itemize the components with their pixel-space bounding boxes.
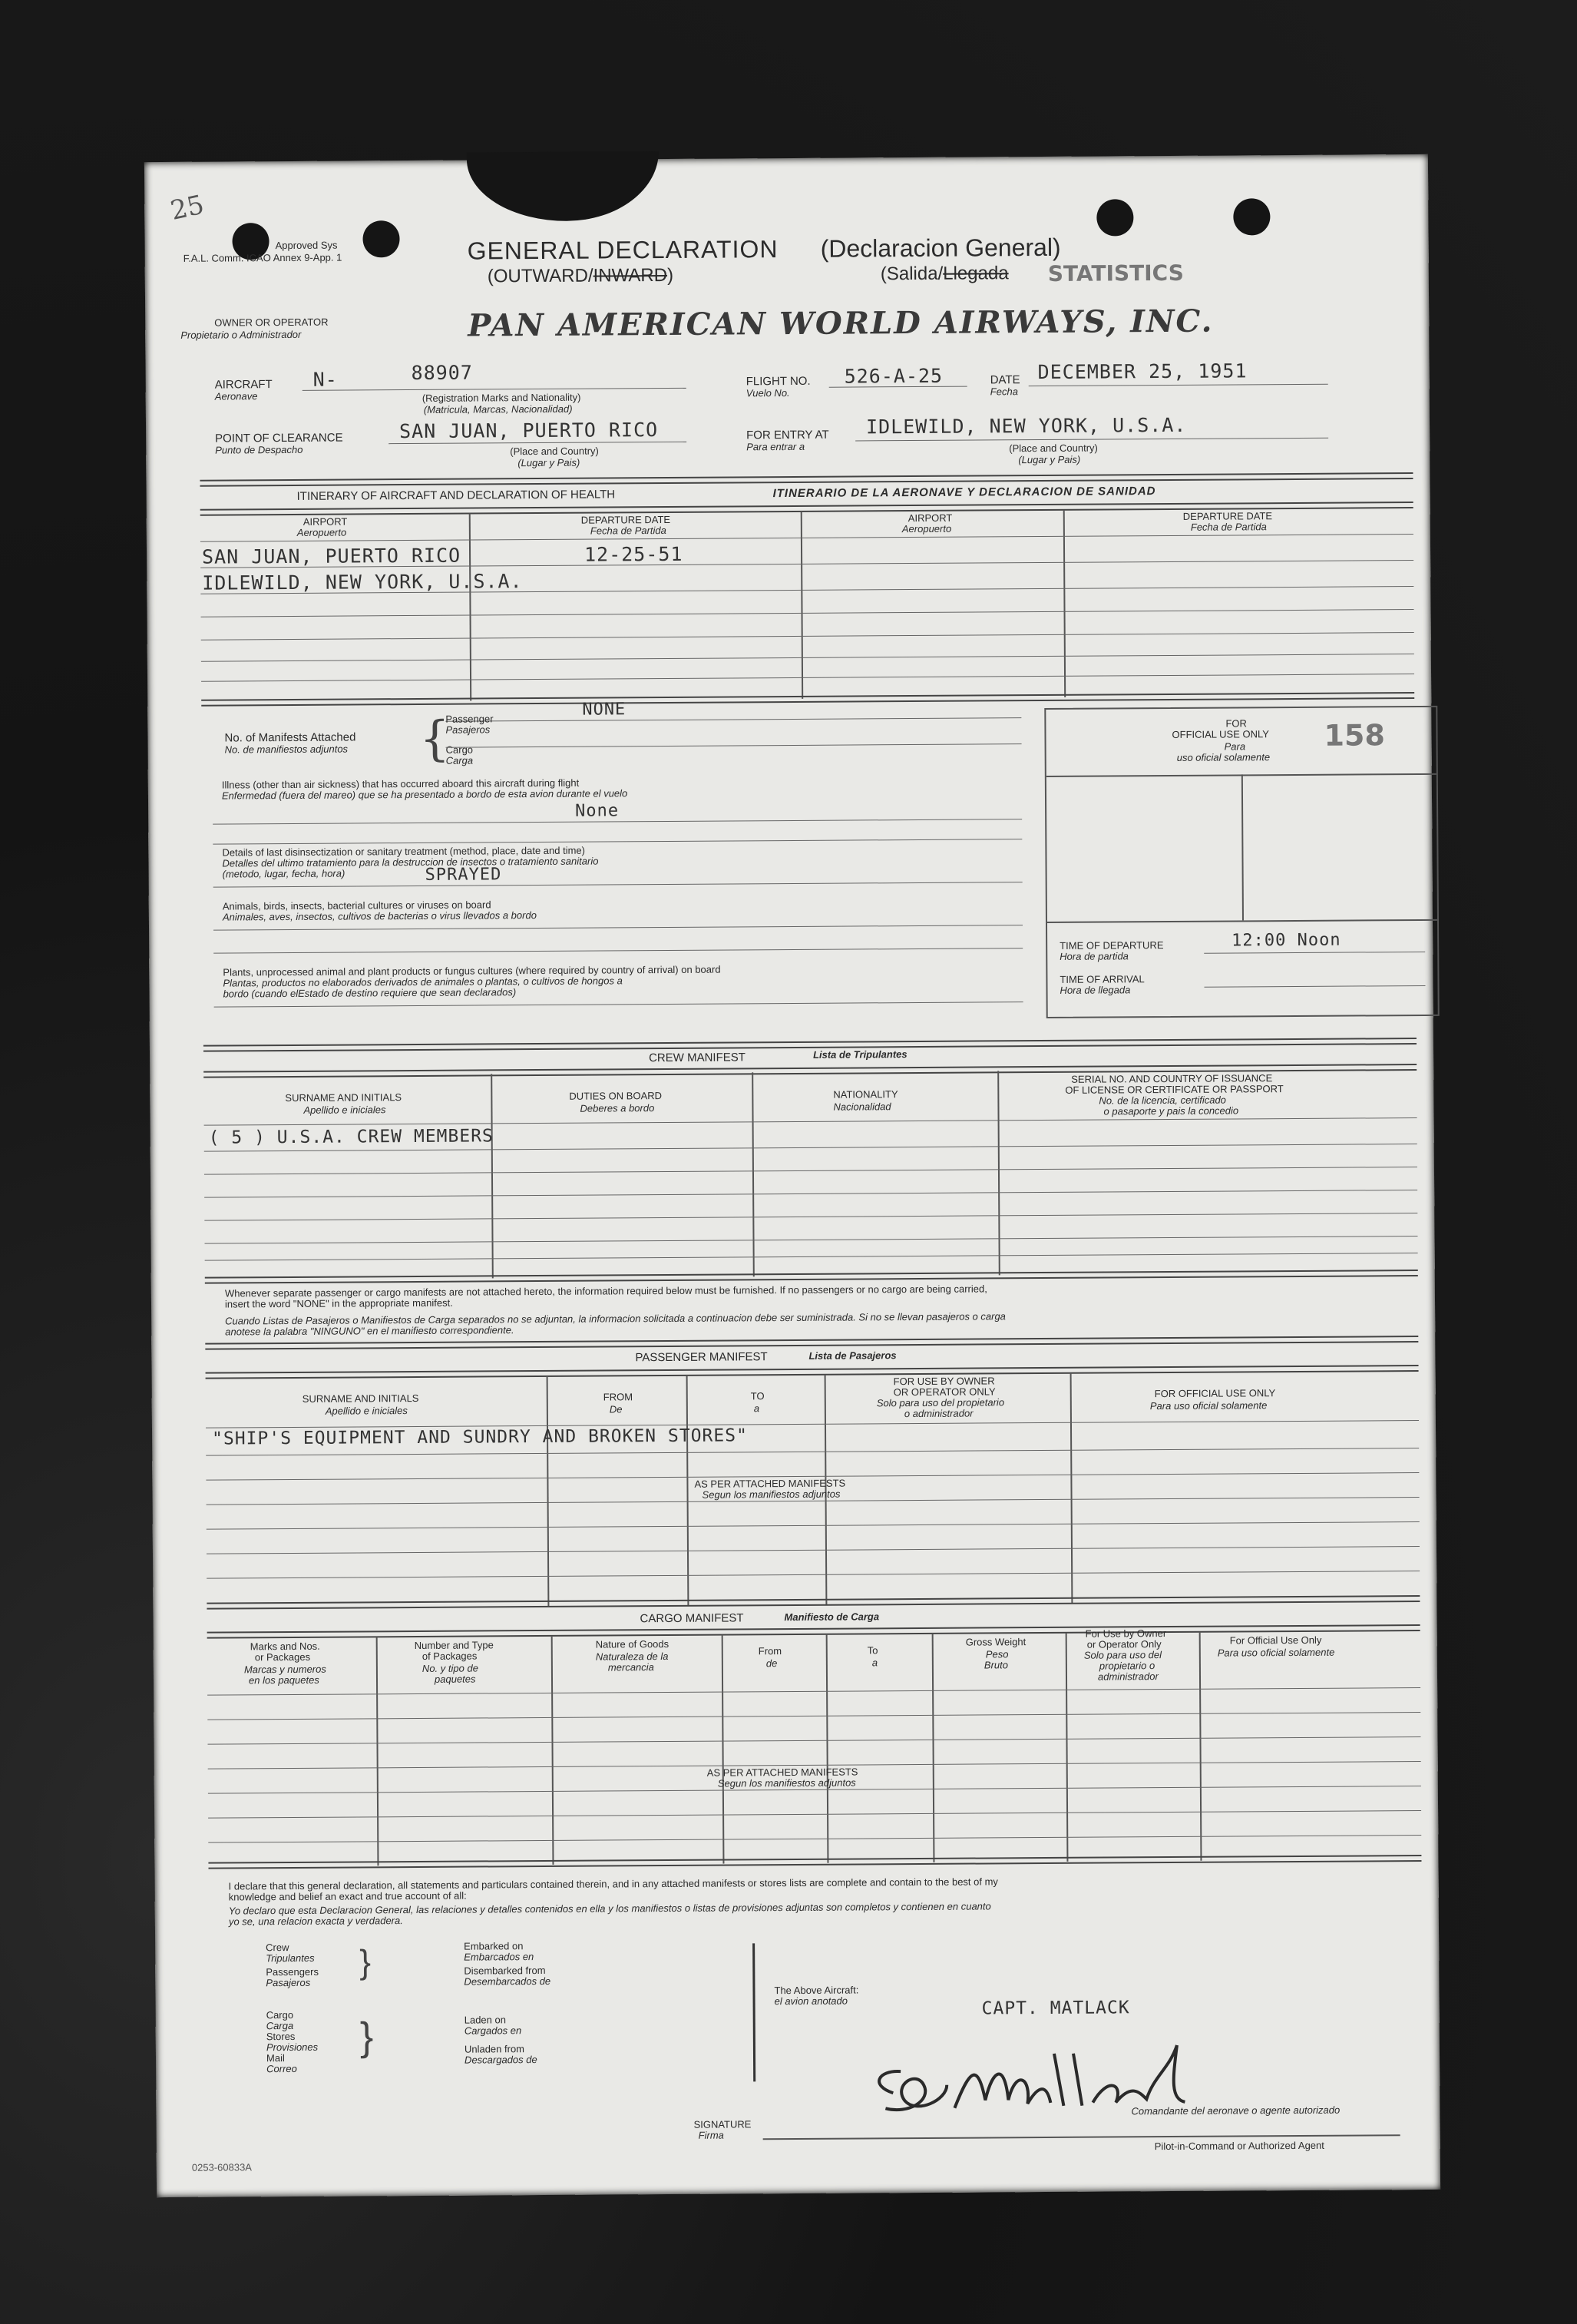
cargo-col6: Gross Weight	[965, 1636, 1027, 1648]
cargo-col5-es: a	[871, 1657, 878, 1669]
decl-laden: Laden on	[464, 2014, 506, 2026]
decl-embarked: Embarked on	[464, 1940, 524, 1952]
entry-label: FOR ENTRY AT	[746, 428, 829, 442]
illness-label: Illness (other than air sickness) that has occurred aboard this aircraft during flight	[221, 776, 580, 791]
declaration-line2: knowledge and belief an exact and true account of all:	[228, 1889, 467, 1903]
cargo-col3-es2: mercancia	[607, 1661, 654, 1673]
signature-label: SIGNATURE	[693, 2118, 752, 2130]
disinsect-label: Details of last disinsectization or sanitary treatment (method, place, date and time)	[222, 844, 586, 859]
notice-line4: anotese la palabra "NINGUNO" en el manifiesto correspondiente.	[225, 1324, 514, 1338]
punch-hole	[1233, 198, 1270, 235]
manifests-label: No. of Manifests Attached	[224, 730, 356, 745]
general-declaration-form: 25 Approved Sys F.A.L. Comm. ICAO Annex 9-App. 1 GENERAL DECLARATION (Declaracion General) (OUTWARD/INWARD) (Salida/Llegada STATISTICS OWNER OR OPERATOR Propietario o Administrador PAN AMERICAN WORLD AIRWAYS, INC. AIRCRAFT Aeronave N- 88907 (Registration Marks and Nationality) (Matricula, Marcas, Nacionalidad) FLIGHT NO. Vuelo No. 526-A-25 DATE Fecha DECEMBER 25, 1951 POINT OF CLEARANCE Punto de Despacho SAN JUAN, PUERTO RICO (Place and Country) (Lugar y Pais) FOR ENTRY AT Para entrar a IDLEWILD, NEW YORK, U.S.A. (Place and Country) (Lugar y Pais) ITINERARY OF AIRCRAFT AND DECLARATION OF HEALTH ITINERARIO DE LA AERONAVE Y DECLARACION DE SANIDAD AIRPORT Aeropuerto DEPARTURE DATE Fecha de Partida AIRPORT Aeropuerto DEPARTURE DATE Fecha de Partida SAN JUAN, PUERTO RICO 12-25-51 IDLEWILD, NEW YORK, U.S.A. NONE No. of Manifests Attached No. de manifiestos adjuntos { Passenger Pasajeros Cargo Carga Illness (other than air sickness) that has occurred aboard this aircraft during flight Enfermedad (fuera del mareo) que se ha presentado a bordo de esta avion durante el vuelo None Details of last disinsectization or sanitary treatment (method, place, date and time) Detalles del ultimo tratamiento para la destruccion de insectos o tratamiento sanitario (metodo, lugar, fecha, hora) SPRAYED Animals, birds, insects, bacterial cultures or viruses on board Animales, aves, insectos, cultivos de bacterias o virus llevados a bordo Plants, unprocessed animal and plant products or fungus cultures (where required by country of arrival) on board Plantas, productos no elaborados derivados de animales o plantas, o cultivos de hongos a bordo (cuando elEstado de destino requiere que sean declarados) FOR OFFICIAL USE ONLY Para uso oficial solamente 158 TIME OF DEPARTURE Hora de partida 12:00 Noon TIME OF ARRIVAL Hora de llegada CREW MANIFEST Lista de Tripulantes SURNAME AND INITIALS Apellido e iniciales DUTIES ON BOARD Deberes a bordo NATIONALITY Nacionalidad SERIAL NO. AND COUNTRY OF ISSUANCE OF LICENSE OR CERTIFICATE OR PASSPORT No. de la licencia, certificado o pasaporte y pais la concedio ( 5 ) U.S.A. CREW MEMBERS Whenever separate passenger or cargo manifests are not attached hereto, the information required below must be furnished. If no passengers or no cargo are being carried, insert the word "NONE" in the appropriate manifest. Cuando Listas de Pasajeros o Manifiestos de Carga separados no se adjuntan, la informacion solicitada a continuacion debe ser suministrada. Si no se llevan pasajeros o carga anotese la palabra "NINGUNO" en el manifiesto correspondiente. PASSENGER MANIFEST Lista de Pasajeros SURNAME AND INITIALS Apellido e iniciales FROM De TO a FOR USE BY OWNER OR OPERATOR ONLY Solo para uso del propietario o administrador FOR OFFICIAL USE ONLY Para uso oficial solamente "SHIP'S EQUIPMENT AND SUNDRY AND BROKEN STORES" AS PER ATTACHED MANIFESTS Segun los manifiestos adjuntos CARGO MANIFEST Manifiesto de Carga Marks and Nos. or Packages Marcas y numeros en los paquetes Number and Type of Packages No. y tipo de paquetes Nature of Goods Naturaleza de la mercancia From de To a Gross Weight Peso Bruto For Use by Owner or Operator Only Solo para uso del propietario o administrador For Official Use Only Para uso oficial solamente AS PER ATTACHED MANIFESTS Segun los manifiestos adjuntos I declare that this general declaration, all statements and particulars contained therein, and in any attached manifests or stores lists are complete and contain to the best of my knowledge and belief an exact and true account of all: Yo declaro que esta Declaracion General, las relaciones y detalles contenidos en ella y los manifiestos o listas de provisiones adjuntas son completos y contienen en cuanto yo se, una relacion exacta y verdadera. Crew Tripulantes Passengers Pasajeros } Embarked on Embarcados en Disembarked from Desembarcados de Cargo Carga Stores Provisiones Mail Correo } Laden on Cargados en Unladen from Descargados de The Above Aircraft: el avion anotado CAPT. MATLACK SIGNATURE Firma Comandante del aeronave o agente autorizado Pilot-in-Command or Authorized Agent 0253-60833A	[144, 154, 1440, 2197]
decl-pax: Passengers	[266, 1965, 319, 1978]
declaration-line3: Yo declaro que esta Declaracion General, las relaciones y detalles contenidos en ella y los manifiestos o listas de provisiones adjuntas son completos y contienen en cuanto	[228, 1900, 991, 1917]
decl-above-es: el avion anotado	[774, 1995, 848, 2008]
decl-disembarked: Disembarked from	[464, 1964, 546, 1977]
crew-col-duties: DUTIES ON BOARD	[569, 1090, 663, 1102]
crew-col-serial-es: No. de la licencia, certificado	[1099, 1094, 1226, 1107]
cargo-col6-es: Peso	[985, 1648, 1009, 1660]
entry-place-note-es: (Lugar y Pais)	[1018, 453, 1081, 466]
itin-col-date-es-2: Fecha de Partida	[1190, 521, 1267, 533]
cargo-col7b: or Operator Only	[1086, 1638, 1162, 1650]
pax-attached-es: Segun los manifiestos adjuntos	[702, 1488, 841, 1501]
illness-label-es: Enfermedad (fuera del mareo) que se ha presentado a bordo de esta avion durante el vuelo	[221, 787, 628, 802]
direction-es: (Salida/Llegada	[880, 263, 1009, 285]
pax-col-surname: SURNAME AND INITIALS	[302, 1392, 419, 1405]
decl-mail: Mail	[266, 2052, 285, 2064]
cargo-col2: Number and Type	[414, 1639, 494, 1652]
manifests-cargo: Cargo	[445, 743, 474, 756]
place-note: (Place and Country)	[510, 445, 599, 458]
flight-date: DECEMBER 25, 1951	[1037, 359, 1248, 384]
decl-embarked-es: Embarcados en	[464, 1951, 534, 1963]
departure-time: 12:00 Noon	[1232, 930, 1341, 951]
form-number: 0253-60833A	[191, 2161, 252, 2173]
entry-label-es: Para entrar a	[746, 440, 805, 453]
itin-col-airport-es: Aeropuerto	[296, 526, 347, 538]
disinsect-label-es2: (metodo, lugar, fecha, hora)	[222, 867, 345, 880]
decl-cargo-es: Carga	[266, 2019, 294, 2032]
arr-time-label: TIME OF ARRIVAL	[1060, 973, 1145, 985]
pax-col-owner-2: OR OPERATOR ONLY	[893, 1385, 996, 1399]
plants-label-es2: bordo (cuando elEstado de destino requiere que sean declarados)	[223, 986, 517, 1000]
punch-hole	[1096, 199, 1133, 236]
pax-col-to-es: a	[753, 1402, 760, 1415]
passenger-heading: PASSENGER MANIFEST	[635, 1350, 768, 1365]
crew-heading: CREW MANIFEST	[649, 1051, 746, 1065]
corner-mark: 25	[167, 189, 207, 227]
captain-name: CAPT. MATLACK	[981, 1998, 1130, 2019]
pax-col-official: FOR OFFICIAL USE ONLY	[1154, 1387, 1276, 1400]
decl-stores-es: Provisiones	[266, 2041, 319, 2054]
plants-label: Plants, unprocessed animal and plant products or fungus cultures (where required by country of arrival) on board	[223, 963, 721, 978]
cargo-col7-es: Solo para uso del	[1083, 1649, 1162, 1661]
flight-number: 526-A-25	[844, 364, 944, 388]
plants-label-es: Plantas, productos no elaborados derivados de animales o plantas, o cultivos de hongos a	[223, 975, 623, 989]
cargo-col4: From	[758, 1645, 782, 1657]
crew-row: ( 5 ) U.S.A. CREW MEMBERS	[208, 1126, 494, 1148]
cargo-col2-es: No. y tipo de	[422, 1662, 478, 1674]
cargo-attached: AS PER ATTACHED MANIFESTS	[706, 1766, 858, 1779]
clearance-label-es: Punto de Despacho	[215, 443, 303, 456]
form-title: GENERAL DECLARATION	[467, 235, 779, 265]
official-para: Para	[1224, 740, 1246, 753]
declaration-line4: yo se, una relacion exacta y verdadera.	[228, 1915, 403, 1928]
cargo-col6-es2: Bruto	[984, 1659, 1009, 1671]
official-number: 158	[1324, 718, 1385, 753]
aircraft-label-es: Aeronave	[214, 390, 258, 402]
itin-col-airport: AIRPORT	[303, 515, 348, 528]
disinsect-value: SPRAYED	[425, 865, 502, 885]
aircraft-label: AIRCRAFT	[214, 378, 273, 392]
cargo-col8-es: Para uso oficial solamente	[1217, 1646, 1335, 1659]
pax-col-to: TO	[750, 1390, 765, 1402]
cargo-col1-es: Marcas y numeros	[243, 1663, 326, 1676]
itinerary-row-date: 12-25-51	[584, 542, 683, 566]
pax-col-official-es: Para uso oficial solamente	[1149, 1399, 1268, 1412]
registration-note: (Registration Marks and Nationality)	[422, 391, 581, 404]
decl-crew: Crew	[266, 1942, 289, 1954]
notice-line3: Cuando Listas de Pasajeros o Manifiestos de Carga separados no se adjuntan, la informacion solicitada a continuacion debe ser suministrada. Si no se llevan pasajeros o carga	[225, 1310, 1006, 1327]
owner-label: OWNER OR OPERATOR	[214, 316, 329, 329]
aircraft-prefix: N-	[312, 368, 338, 391]
animals-label-es: Animales, aves, insectos, cultivos de bacterias o virus llevados a bordo	[222, 909, 537, 923]
itin-col-airport-es-2: Aeropuerto	[901, 522, 952, 535]
itin-col-date: DEPARTURE DATE	[580, 513, 671, 526]
itin-col-date-2: DEPARTURE DATE	[1182, 510, 1273, 522]
crew-heading-es: Lista de Tripulantes	[812, 1048, 908, 1061]
punch-hole	[362, 220, 399, 257]
cargo-heading: CARGO MANIFEST	[640, 1611, 744, 1626]
cargo-col2b: of Packages	[422, 1650, 478, 1662]
decl-cargo: Cargo	[266, 2008, 294, 2021]
arr-time-label-es: Hora de llegada	[1060, 984, 1131, 996]
decl-pax-es: Pasajeros	[266, 1976, 311, 1989]
flight-label-es: Vuelo No.	[746, 387, 790, 399]
notice-line2: insert the word "NONE" in the appropriate manifest.	[224, 1296, 453, 1310]
registration-note-es: (Matricula, Marcas, Nacionalidad)	[423, 402, 573, 415]
manifests-value: NONE	[582, 700, 627, 720]
manifests-cargo-es: Carga	[445, 754, 474, 766]
form-title-es: (Declaracion General)	[820, 233, 1061, 263]
itin-col-date-es: Fecha de Partida	[590, 524, 666, 537]
official-use-box	[1044, 706, 1439, 1018]
pax-attached: AS PER ATTACHED MANIFESTS	[694, 1477, 846, 1490]
cargo-col1: Marks and Nos.	[250, 1640, 320, 1653]
signature-label-es: Firma	[698, 2129, 724, 2141]
clearance-value: SAN JUAN, PUERTO RICO	[398, 419, 659, 443]
crew-col-nationality-es: Nacionalidad	[833, 1101, 891, 1113]
place-note-es: (Lugar y Pais)	[517, 456, 580, 469]
passenger-row: "SHIP'S EQUIPMENT AND SUNDRY AND BROKEN STORES"	[211, 1425, 748, 1449]
itin-col-airport-2: AIRPORT	[908, 511, 953, 525]
owner-label-es: Propietario o Administrador	[180, 328, 302, 341]
cargo-col3-es: Naturaleza de la	[595, 1650, 669, 1663]
cargo-col1-es2: en los paquetes	[248, 1673, 319, 1687]
decl-disembarked-es: Desembarcados de	[464, 1975, 551, 1988]
itinerary-row-airport: IDLEWILD, NEW YORK, U.S.A.	[202, 570, 523, 594]
date-label: DATE	[990, 373, 1020, 387]
aircraft-registration: 88907	[411, 361, 473, 385]
crew-col-nationality: NATIONALITY	[833, 1088, 898, 1101]
animals-label: Animals, birds, insects, bacterial cultures or viruses on board	[222, 899, 491, 912]
crew-col-serial-2: OF LICENSE OR CERTIFICATE OR PASSPORT	[1065, 1083, 1284, 1096]
decl-mail-es: Correo	[266, 2062, 297, 2075]
crew-col-duties-es: Deberes a bordo	[580, 1102, 655, 1114]
manifests-label-es: No. de manifiestos adjuntos	[224, 743, 349, 756]
dep-time-label-es: Hora de partida	[1060, 950, 1129, 962]
disinsect-label-es: Detalles del ultimo tratamiento para la destruccion de insectos o tratamiento sanitario	[222, 855, 599, 869]
decl-unladen: Unladen from	[464, 2043, 525, 2055]
pilot-label: Pilot-in-Command or Authorized Agent	[1154, 2139, 1324, 2153]
pax-col-surname-es: Apellido e iniciales	[325, 1405, 408, 1417]
official-for: FOR	[1225, 717, 1247, 730]
cargo-col7-es3: administrador	[1097, 1670, 1159, 1683]
pax-col-owner: FOR USE BY OWNER	[893, 1375, 995, 1388]
icao-label: F.A.L. Comm. ICAO Annex 9-App. 1	[183, 251, 342, 264]
date-label-es: Fecha	[990, 386, 1018, 398]
notice-line1: Whenever separate passenger or cargo manifests are not attached hereto, the information required below must be furnished. If no passengers or no cargo are being carried,	[224, 1283, 987, 1299]
direction-outward: (OUTWARD/INWARD)	[487, 264, 674, 287]
manifests-passenger-es: Pasajeros	[445, 723, 491, 736]
operator-name: PAN AMERICAN WORLD AIRWAYS, INC.	[468, 303, 1214, 344]
cargo-col3: Nature of Goods	[595, 1637, 669, 1650]
decl-unladen-es: Descargados de	[464, 2054, 537, 2066]
cargo-col7-es2: propietario o	[1099, 1660, 1155, 1672]
cargo-attached-es: Segun los manifiestos adjuntos	[717, 1776, 856, 1789]
entry-value: IDLEWILD, NEW YORK, U.S.A.	[865, 413, 1187, 439]
itinerary-heading-es: ITINERARIO DE LA AERONAVE Y DECLARACION DE SANIDAD	[772, 485, 1156, 501]
pax-col-owner-es: Solo para uso del propietario	[876, 1396, 1005, 1409]
approved-label: Approved Sys	[275, 239, 338, 252]
cargo-col7: For Use by Owner	[1085, 1627, 1167, 1640]
declaration-line1: I declare that this general declaration, all statements and particulars contained therein, and in any attached manifests or stores lists are complete and contain to the best of my	[228, 1875, 998, 1892]
clearance-label: POINT OF CLEARANCE	[215, 431, 343, 445]
illness-value: None	[575, 801, 620, 821]
itinerary-row-airport: SAN JUAN, PUERTO RICO	[201, 544, 461, 568]
entry-place-note: (Place and Country)	[1009, 442, 1098, 455]
official-label-es: uso oficial solamente	[1176, 751, 1271, 763]
pax-col-from: FROM	[603, 1391, 633, 1403]
decl-crew-es: Tripulantes	[266, 1952, 315, 1965]
cargo-col8: For Official Use Only	[1229, 1634, 1322, 1647]
dep-time-label: TIME OF DEPARTURE	[1060, 939, 1164, 952]
decl-laden-es: Cargados en	[464, 2024, 522, 2037]
cargo-col2-es2: paquetes	[434, 1673, 476, 1685]
paper-tear	[467, 151, 660, 222]
crew-col-surname: SURNAME AND INITIALS	[285, 1091, 402, 1104]
crew-col-serial: SERIAL NO. AND COUNTRY OF ISSUANCE	[1071, 1072, 1273, 1085]
decl-above: The Above Aircraft:	[774, 1984, 859, 1997]
itinerary-heading: ITINERARY OF AIRCRAFT AND DECLARATION OF HEALTH	[296, 488, 616, 503]
official-label: OFFICIAL USE ONLY	[1172, 728, 1269, 740]
cargo-col5: To	[867, 1644, 878, 1657]
cargo-col4-es: de	[765, 1657, 778, 1670]
flight-label: FLIGHT NO.	[746, 374, 811, 389]
manifests-passenger: Passenger	[445, 713, 494, 725]
passenger-heading-es: Lista de Pasajeros	[808, 1349, 897, 1362]
crew-col-surname-es: Apellido e iniciales	[303, 1104, 386, 1116]
cargo-heading-es: Manifiesto de Carga	[784, 1611, 880, 1624]
pax-col-owner-es2: o administrador	[904, 1407, 974, 1420]
statistics-stamp: STATISTICS	[1047, 260, 1184, 286]
commandant-es: Comandante del aeronave o agente autorizado	[1131, 2104, 1341, 2117]
crew-col-serial-es2: o pasaporte y pais la concedio	[1103, 1104, 1239, 1117]
cargo-col1b: or Packages	[254, 1650, 311, 1664]
pax-col-from-es: De	[609, 1403, 623, 1415]
decl-stores: Stores	[266, 2030, 296, 2043]
